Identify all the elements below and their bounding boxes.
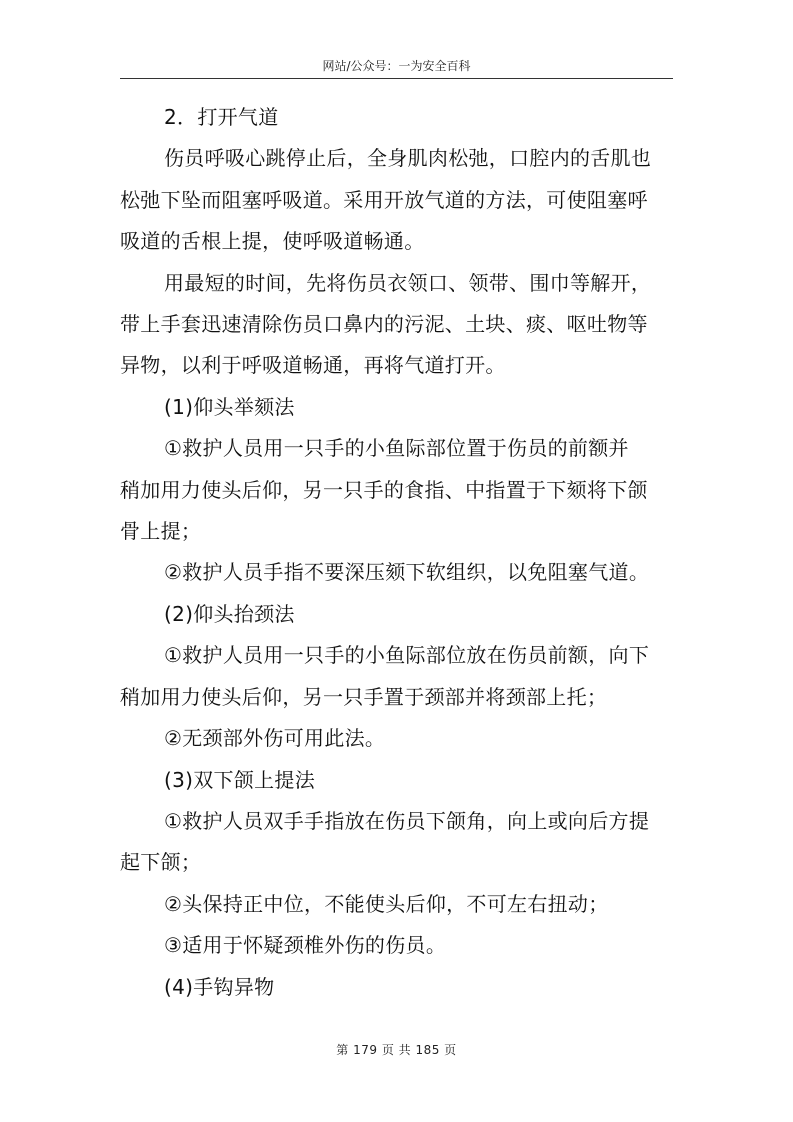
section-heading: 2．打开气道 bbox=[164, 105, 279, 129]
page-header: 网站/公众号：一为安全百科 bbox=[322, 59, 471, 73]
body-line: ②无颈部外伤可用此法。 bbox=[164, 726, 386, 751]
body-line: 骨上提； bbox=[120, 519, 202, 544]
body-line: 伤员呼吸心跳停止后，全身肌肉松弛，口腔内的舌肌也 bbox=[164, 146, 652, 171]
body-line: 用最短的时间，先将伤员衣领口、领带、围巾等解开， bbox=[164, 270, 652, 295]
body-line: 带上手套迅速清除伤员口鼻内的污泥、土块、痰、呕吐物等 bbox=[120, 312, 648, 337]
body-line: ②救护人员手指不要深压颏下软组织，以免阻塞气道。 bbox=[164, 560, 650, 585]
page-footer: 第 179 页 共 185 页 bbox=[336, 1043, 457, 1057]
body-line: 吸道的舌根上提，使呼吸道畅通。 bbox=[120, 229, 425, 254]
body-line: 异物，以利于呼吸道畅通，再将气道打开。 bbox=[120, 353, 506, 378]
body-line: ①救护人员双手手指放在伤员下颌角，向上或向后方提 bbox=[164, 808, 650, 833]
body-line: 起下颌； bbox=[120, 850, 202, 875]
subsection-heading: (1)仰头举颏法 bbox=[164, 394, 295, 419]
body-line: ①救护人员用一只手的小鱼际部位放在伤员前额，向下 bbox=[164, 643, 650, 668]
body-line: ①救护人员用一只手的小鱼际部位置于伤员的前额并 bbox=[164, 436, 629, 461]
body-line: ③适用于怀疑颈椎外伤的伤员。 bbox=[164, 933, 447, 958]
header-divider bbox=[120, 78, 673, 79]
subsection-heading: (3)双下颌上提法 bbox=[164, 767, 316, 792]
document-body bbox=[120, 97, 673, 1008]
body-line: 稍加用力使头后仰，另一只手置于颈部并将颈部上托； bbox=[120, 684, 608, 709]
subsection-heading: (4)手钩异物 bbox=[164, 974, 275, 999]
body-line: ②头保持正中位，不能使头后仰，不可左右扭动； bbox=[164, 891, 609, 916]
body-line: 稍加用力使头后仰，另一只手的食指、中指置于下颏将下颌 bbox=[120, 477, 648, 502]
body-line: 松弛下坠而阻塞呼吸道。采用开放气道的方法，可使阻塞呼 bbox=[120, 187, 648, 212]
subsection-heading: (2)仰头抬颈法 bbox=[164, 601, 295, 626]
